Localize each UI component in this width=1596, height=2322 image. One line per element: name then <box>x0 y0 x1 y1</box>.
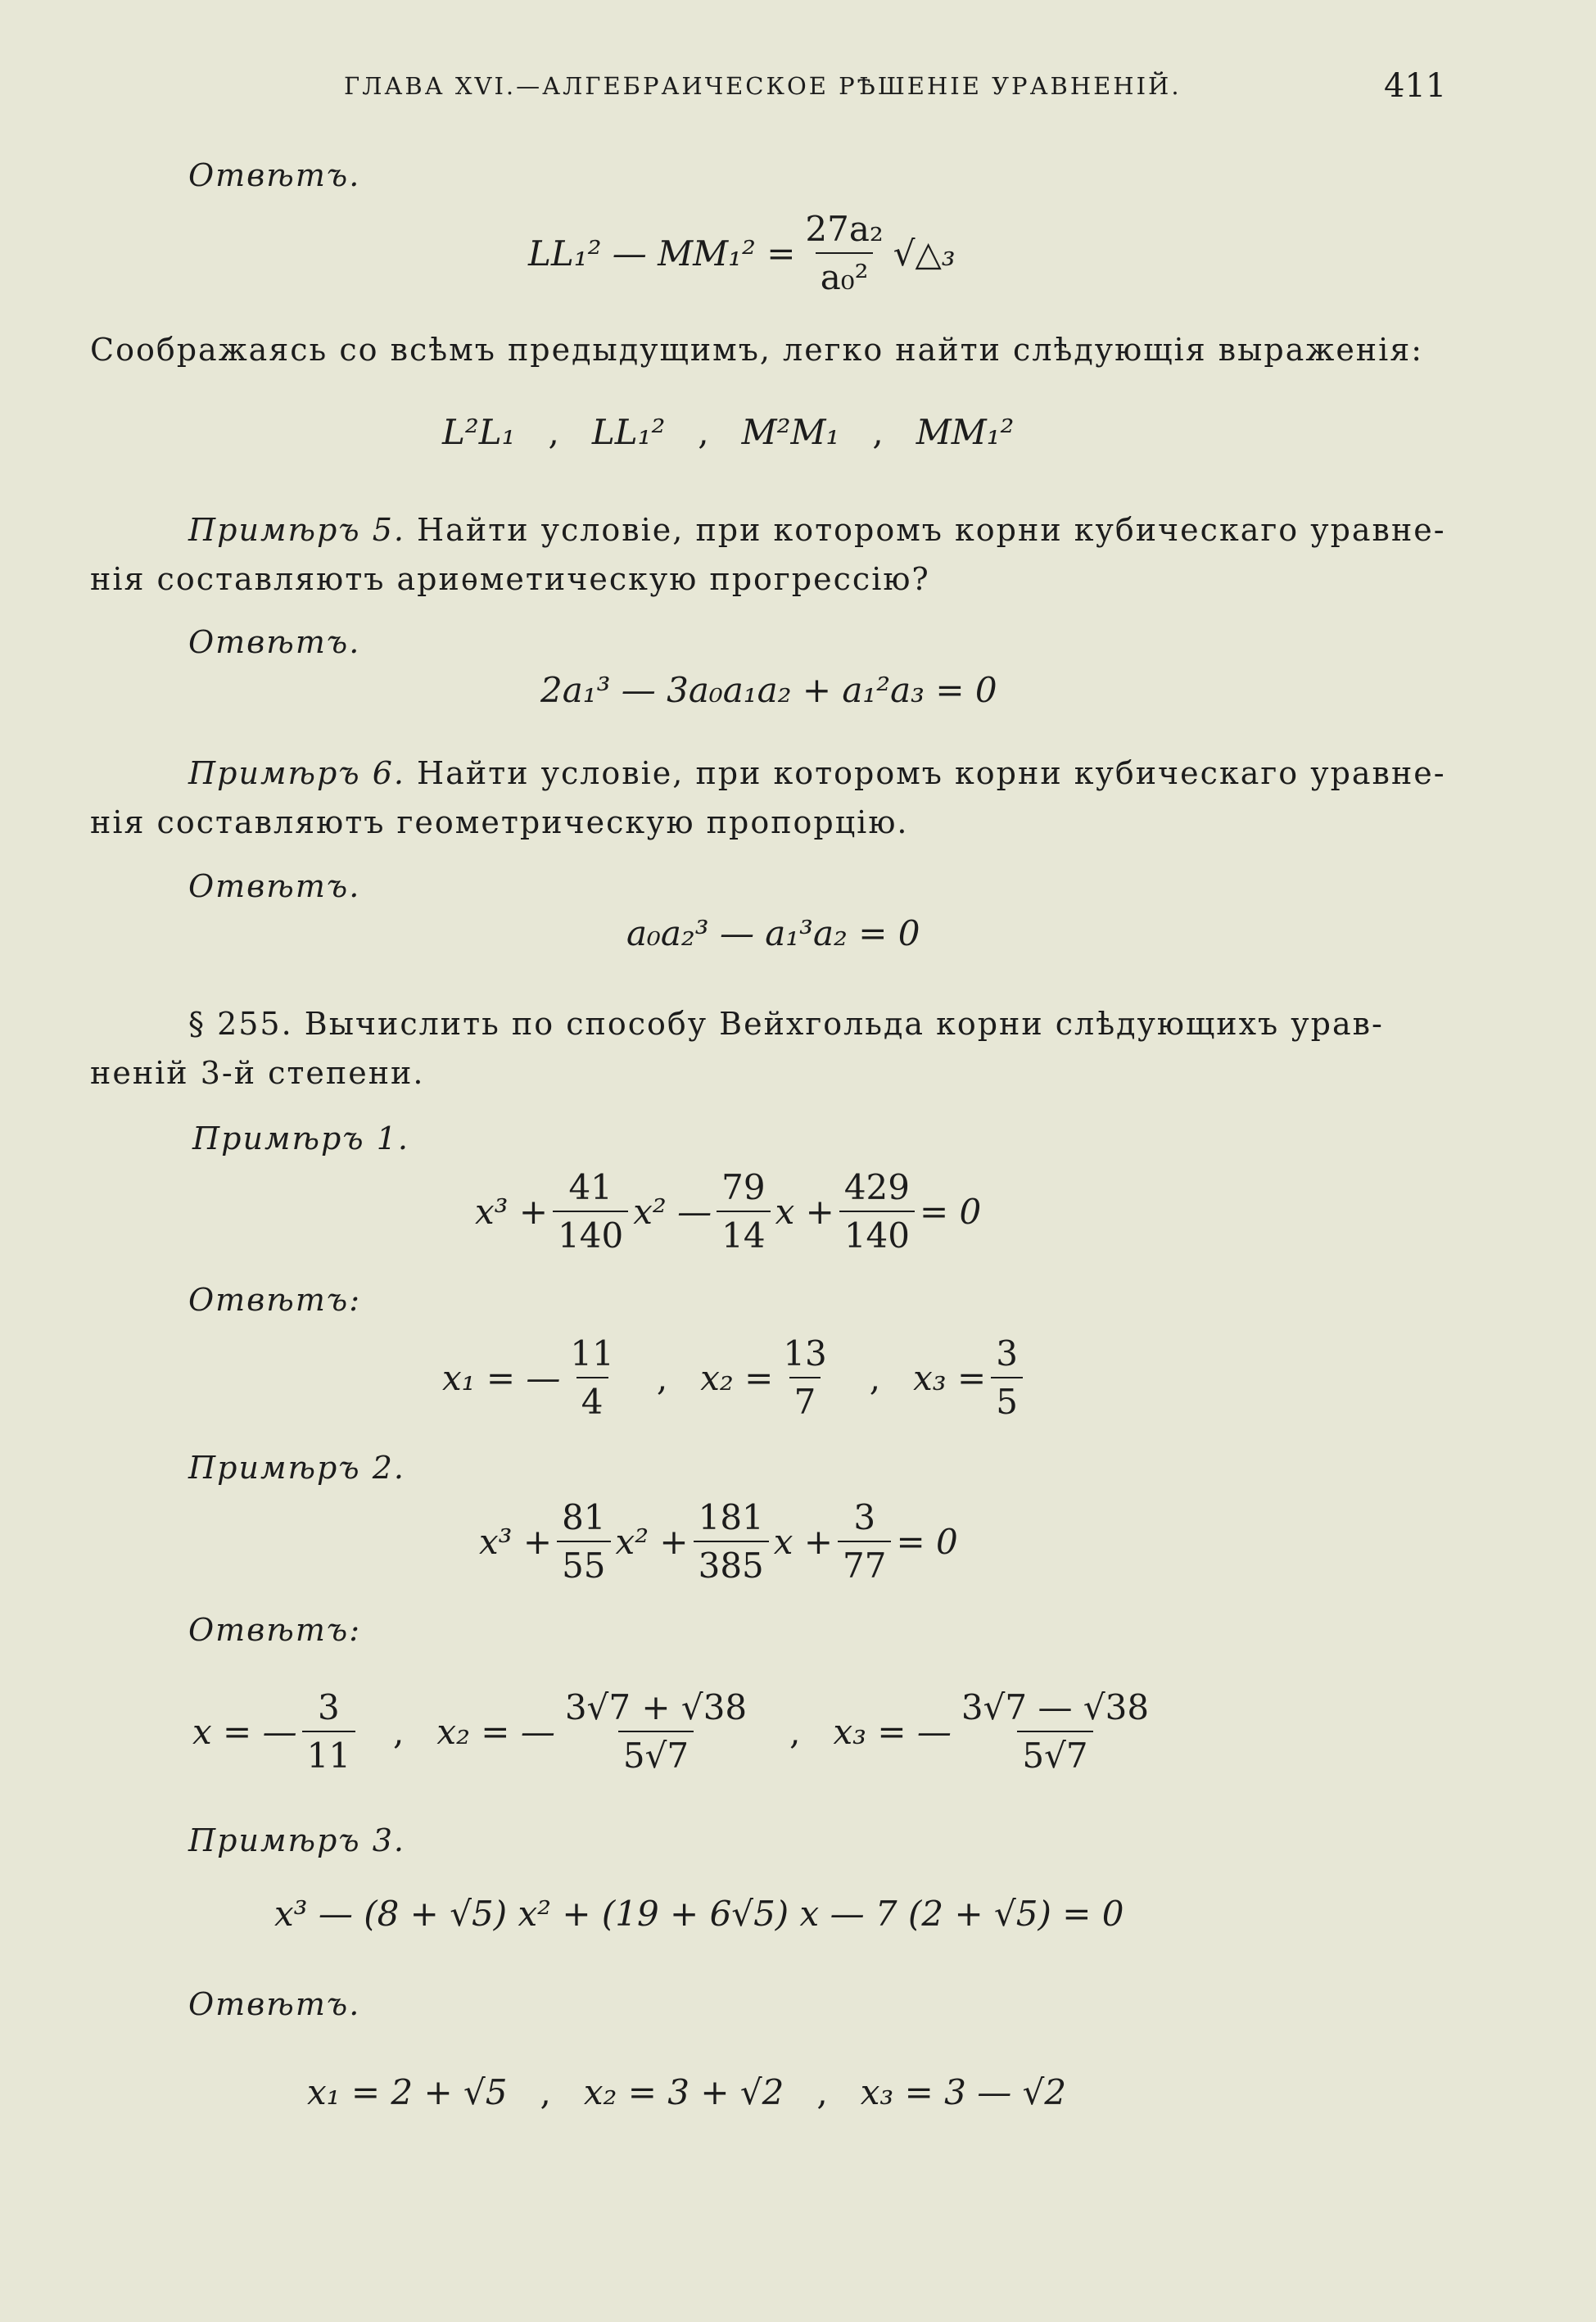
answer-label: Отвѣтъ: <box>188 1612 361 1648</box>
example1-equation: x³ + $\frac{41}{140}$ x² — $\frac{79}{14}$ x + $\frac{429}{140}$ = 0 <box>475 1167 982 1256</box>
example1-label: Примѣръ 1. <box>192 1120 409 1156</box>
running-head: ГЛАВА XVI.—АЛГЕБРАИЧЕСКОЕ РѢШЕНІЕ УРАВНЕНІЙ. <box>344 72 1182 100</box>
eq-lhs: LL₁² — MM₁² = <box>528 233 796 274</box>
example5-line1: Примѣръ 5. Найти условіе, при которомъ корни кубическаго уравне- <box>188 512 1446 548</box>
example1-answer: x₁ = — $\frac{11}{4}$ , x₂ = $\frac{13}{7}$ , x₃ = $\frac{3}{5}$ <box>442 1333 1028 1422</box>
example5-line2: нія составляютъ ариѳметическую прогрессію? <box>90 561 930 597</box>
example6-line1: Примѣръ 6. Найти условіе, при которомъ корни кубическаго уравне- <box>188 755 1446 791</box>
example6-line2: нія составляютъ геометрическую пропорцію. <box>90 804 909 840</box>
fraction: $\frac{81}{55}$ <box>557 1497 610 1586</box>
expression: MM₁² <box>916 412 1015 452</box>
fraction: $\frac{13}{7}$ <box>783 1333 827 1422</box>
fraction: $\frac{429}{140}$ <box>839 1167 915 1256</box>
expressions-row: L²L₁ , LL₁² , M²M₁ , MM₁² <box>442 412 1015 452</box>
expression: LL₁² <box>591 412 666 452</box>
paragraph-combining: Соображаясь со всѣмъ предыдущимъ, легко найти слѣдующія выраженія: <box>90 332 1424 368</box>
fraction: $\frac{79}{14}$ <box>717 1167 770 1256</box>
expression: M²M₁ <box>741 412 840 452</box>
radical: √△₃ <box>893 233 956 274</box>
section-255-line1: § 255. Вычислить по способу Вейхгольда корни слѣдующихъ урав- <box>188 1006 1384 1042</box>
fraction: $\frac{181}{385}$ <box>694 1497 769 1586</box>
answer-label: Отвѣтъ. <box>188 868 361 904</box>
fraction: $\frac{41}{140}$ <box>553 1167 628 1256</box>
fraction: $\frac{3}{11}$ <box>302 1687 355 1776</box>
example6-label: Примѣръ 6. <box>188 755 405 791</box>
example2-answer: x = — $\frac{3}{11}$ , x₂ = — $\frac{3√7 + √38}{5√7}$ , x₃ = — $\frac{3√7 — √38}{5√7}$ <box>192 1687 1159 1776</box>
example3-answer: x₁ = 2 + √5 , x₂ = 3 + √2 , x₃ = 3 — √2 <box>307 2072 1067 2112</box>
answer-label: Отвѣтъ. <box>188 624 361 660</box>
equation-discriminant <box>528 209 956 297</box>
fraction: $\frac{3}{77}$ <box>838 1497 891 1586</box>
fraction <box>800 209 888 297</box>
fraction: $\frac{11}{4}$ <box>570 1333 614 1422</box>
example5-answer: 2a₁³ — 3a₀a₁a₂ + a₁²a₃ = 0 <box>540 670 997 710</box>
expression: L²L₁ <box>442 412 516 452</box>
fraction: $\frac{3}{5}$ <box>991 1333 1023 1422</box>
example6-answer: a₀a₂³ — a₁³a₂ = 0 <box>626 913 920 953</box>
example3-label: Примѣръ 3. <box>188 1822 405 1858</box>
fraction-denominator: a₀² <box>816 252 874 297</box>
example3-equation: x³ — (8 + √5) x² + (19 + 6√5) x — 7 (2 + √5) = 0 <box>274 1894 1124 1934</box>
example2-equation: x³ + $\frac{81}{55}$ x² + $\frac{181}{385}$ x + $\frac{3}{77}$ = 0 <box>479 1497 958 1586</box>
answer-label: Отвѣтъ. <box>188 1986 361 2022</box>
answer-label: Отвѣтъ: <box>188 1282 361 1318</box>
fraction: $\frac{3√7 + √38}{5√7}$ <box>564 1687 748 1776</box>
fraction-numerator: 27a₂ <box>805 209 884 249</box>
page-number: 411 <box>1384 67 1447 105</box>
section-255-line2: неній 3-й степени. <box>90 1055 425 1091</box>
fraction: $\frac{3√7 — √38}{5√7}$ <box>961 1687 1150 1776</box>
example2-label: Примѣръ 2. <box>188 1450 405 1486</box>
example5-label: Примѣръ 5. <box>188 512 405 548</box>
answer-label: Отвѣтъ. <box>188 157 361 193</box>
